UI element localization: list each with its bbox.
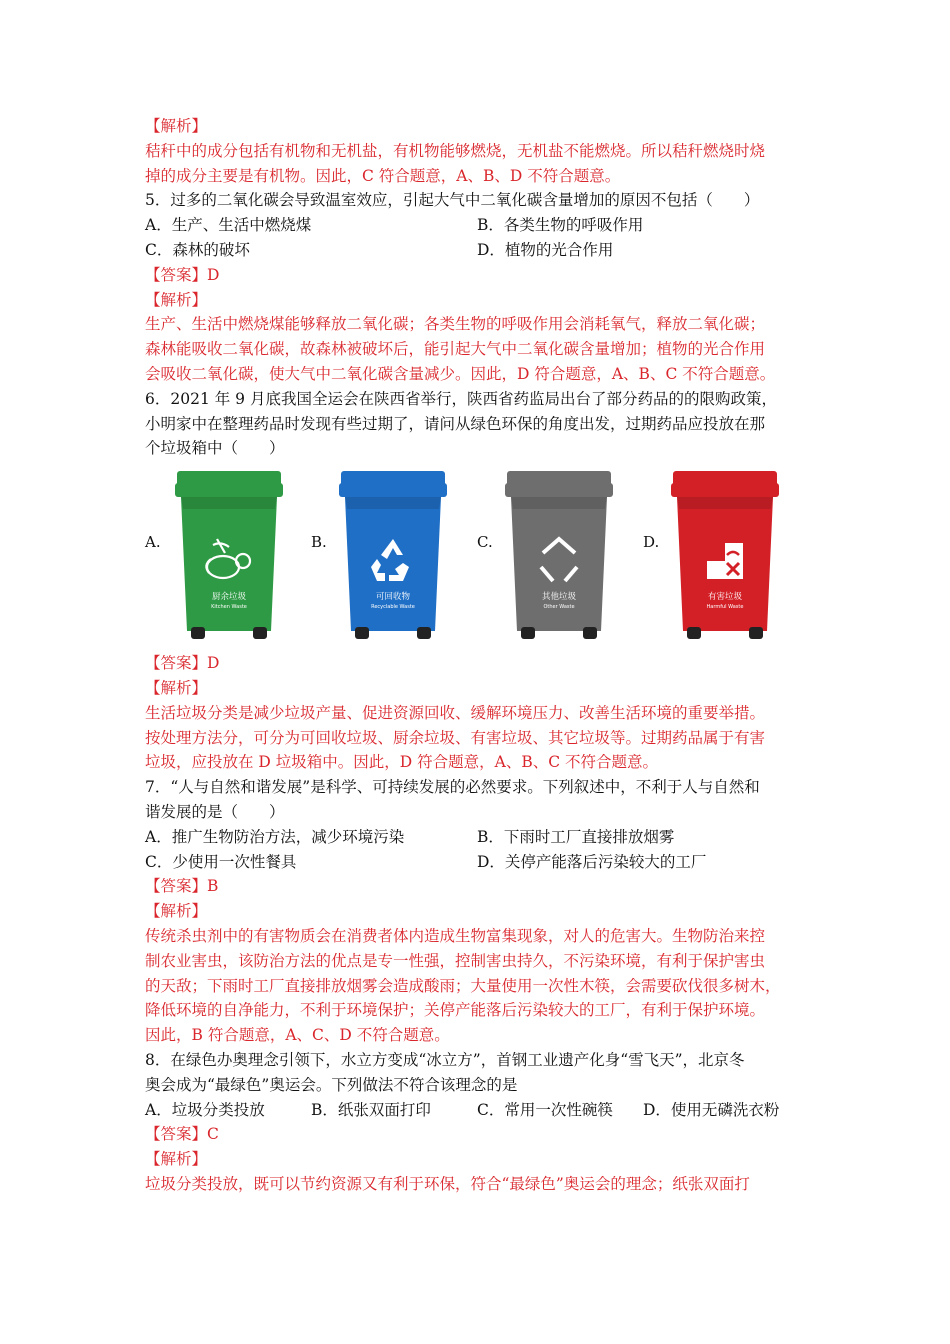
option-letter: D.	[643, 533, 660, 552]
option-a: A．生产、生活中燃烧煤	[145, 216, 312, 235]
question-8-stem: 奥会成为“最绿色”奥运会。下列做法不符合该理念的是	[145, 1075, 518, 1094]
bin-options	[145, 469, 810, 645]
option-letter: C.	[477, 533, 493, 552]
option-d: D．关停产能落后污染较大的工厂	[477, 852, 707, 871]
analysis-line: 秸秆中的成分包括有机物和无机盐，有机物能够燃烧，无机盐不能燃烧。所以秸秆燃烧时烧	[145, 141, 766, 160]
question-5-options-row-1	[145, 213, 810, 238]
harmful-waste-bin	[669, 469, 781, 641]
analysis-line: 会吸收二氧化碳，使大气中二氧化碳含量减少。因此，D 符合题意，A、B、C 不符合题意。	[145, 364, 776, 383]
analysis-tag: 【解析】	[145, 1150, 208, 1169]
question-6-stem: 6．2021 年 9 月底我国全运会在陕西省举行，陕西省药监局出台了部分药品的的限购政策，	[145, 389, 777, 408]
analysis-line: 制农业害虫，该防治方法的优点是专一性强，控制害虫持久，不污染环境，有利于保护害虫	[145, 951, 766, 970]
question-8-options	[145, 1098, 810, 1123]
bin-wheel	[253, 627, 267, 639]
option-b: B．各类生物的呼吸作用	[477, 216, 644, 235]
option-letter: B.	[311, 533, 327, 552]
question-7-options-row-2	[145, 850, 810, 875]
analysis-tag: 【解析】	[145, 290, 208, 309]
option-c-bin	[477, 469, 637, 645]
bin-label-en: Recyclable Waste	[371, 604, 415, 611]
bin-rim	[505, 483, 613, 497]
bin-wheel	[417, 627, 431, 639]
other-waste-bin	[503, 469, 615, 641]
bin-wheel	[355, 627, 369, 639]
bin-label-cn: 有害垃圾	[707, 592, 743, 603]
bin-label-en: Other Waste	[543, 604, 575, 611]
option-d-bin	[643, 469, 809, 645]
kitchen-waste-bin	[173, 469, 285, 641]
bin-label-cn: 可回收物	[375, 592, 411, 603]
bin-wheel	[521, 627, 535, 639]
analysis-tag: 【解析】	[145, 902, 208, 921]
analysis-line: 降低环境的自净能力，不利于环境保护；关停产能落后污染较大的工厂，有利于保护环境。	[145, 1001, 766, 1020]
answer-tag: 【答案】B	[145, 877, 219, 896]
option-a-bin	[145, 469, 305, 645]
bin-label-en: Harmful Waste	[706, 604, 744, 611]
bin-wheel	[687, 627, 701, 639]
analysis-line: 森林能吸收二氧化碳，故森林被破坏后，能引起大气中二氧化碳含量增加；植物的光合作用	[145, 340, 766, 359]
analysis-tag: 【解析】	[145, 117, 208, 135]
option-c: C．少使用一次性餐具	[145, 852, 297, 871]
bin-body	[345, 497, 441, 631]
option-b: B．纸张双面打印	[311, 1100, 431, 1119]
answer-tag: 【答案】D	[145, 654, 220, 673]
analysis-line: 按处理方法分，可分为可回收垃圾、厨余垃圾、有害垃圾、其它垃圾等。过期药品属于有害	[145, 728, 766, 747]
answer-tag: 【答案】C	[145, 1125, 219, 1144]
bin-wheel	[749, 627, 763, 639]
option-a: A．推广生物防治方法，减少环境污染	[145, 827, 405, 846]
bin-label-en: Kitchen Waste	[211, 604, 247, 611]
option-d: D．使用无磷洗衣粉	[643, 1100, 780, 1119]
option-c: C．常用一次性碗筷	[477, 1100, 613, 1119]
analysis-line: 传统杀虫剂中的有害物质会在消费者体内造成生物富集现象，对人的危害大。生物防治来控	[145, 926, 766, 945]
bin-body	[511, 497, 607, 631]
option-a: A．垃圾分类投放	[145, 1100, 265, 1119]
option-d: D．植物的光合作用	[477, 240, 614, 259]
bin-wheel	[191, 627, 205, 639]
analysis-line: 因此，B 符合题意，A、C、D 不符合题意。	[145, 1026, 450, 1045]
question-6-stem: 个垃圾箱中（ ）	[145, 439, 285, 458]
question-7-options-row-1	[145, 825, 810, 850]
bin-rim	[671, 483, 779, 497]
analysis-line: 垃圾，应投放在 D 垃圾箱中。因此，D 符合题意，A、B、C 不符合题意。	[145, 753, 659, 772]
option-letter: A.	[145, 533, 161, 552]
question-7-stem: 谐发展的是（ ）	[145, 802, 285, 821]
analysis-line: 生活垃圾分类是减少垃圾产量、促进资源回收、缓解环境压力、改善生活环境的重要举措。	[145, 703, 766, 722]
document-page	[145, 114, 810, 1197]
question-6-stem: 小明家中在整理药品时发现有些过期了，请问从绿色环保的角度出发，过期药品应投放在那	[145, 414, 766, 433]
bin-body	[181, 497, 277, 631]
answer-tag: 【答案】D	[145, 265, 220, 284]
recyclable-bin	[337, 469, 449, 641]
question-5-stem: 5．过多的二氧化碳会导致温室效应，引起大气中二氧化碳含量增加的原因不包括（ ）	[145, 191, 760, 210]
option-b-bin	[311, 469, 471, 645]
bin-wheel	[583, 627, 597, 639]
analysis-tag: 【解析】	[145, 678, 208, 697]
question-5-options-row-2	[145, 238, 810, 263]
analysis-line: 垃圾分类投放，既可以节约资源又有利于环保，符合“最绿色”奥运会的理念；纸张双面打	[145, 1174, 750, 1193]
question-7-stem: 7．“人与自然和谐发展”是科学、可持续发展的必然要求。下列叙述中，不利于人与自然和	[145, 778, 760, 797]
harmful-waste-icon	[707, 543, 743, 579]
question-8-stem: 8．在绿色办奥理念引领下，水立方变成“冰立方”，首钢工业遗产化身“雪飞天”，北京冬	[145, 1050, 745, 1069]
bin-rim	[175, 483, 283, 497]
analysis-line: 生产、生活中燃烧煤能够释放二氧化碳；各类生物的呼吸作用会消耗氧气，释放二氧化碳；	[145, 315, 766, 334]
option-c: C．森林的破坏	[145, 240, 250, 259]
option-b: B．下雨时工厂直接排放烟雾	[477, 827, 675, 846]
bin-label-cn: 厨余垃圾	[211, 592, 247, 603]
bin-label-cn: 其他垃圾	[541, 592, 577, 603]
bin-rim	[339, 483, 447, 497]
analysis-line: 掉的成分主要是有机物。因此，C 符合题意，A、B、D 不符合题意。	[145, 166, 621, 185]
analysis-line: 的天敌；下雨时工厂直接排放烟雾会造成酸雨；大量使用一次性木筷，会需要砍伐很多树木，	[145, 976, 781, 995]
